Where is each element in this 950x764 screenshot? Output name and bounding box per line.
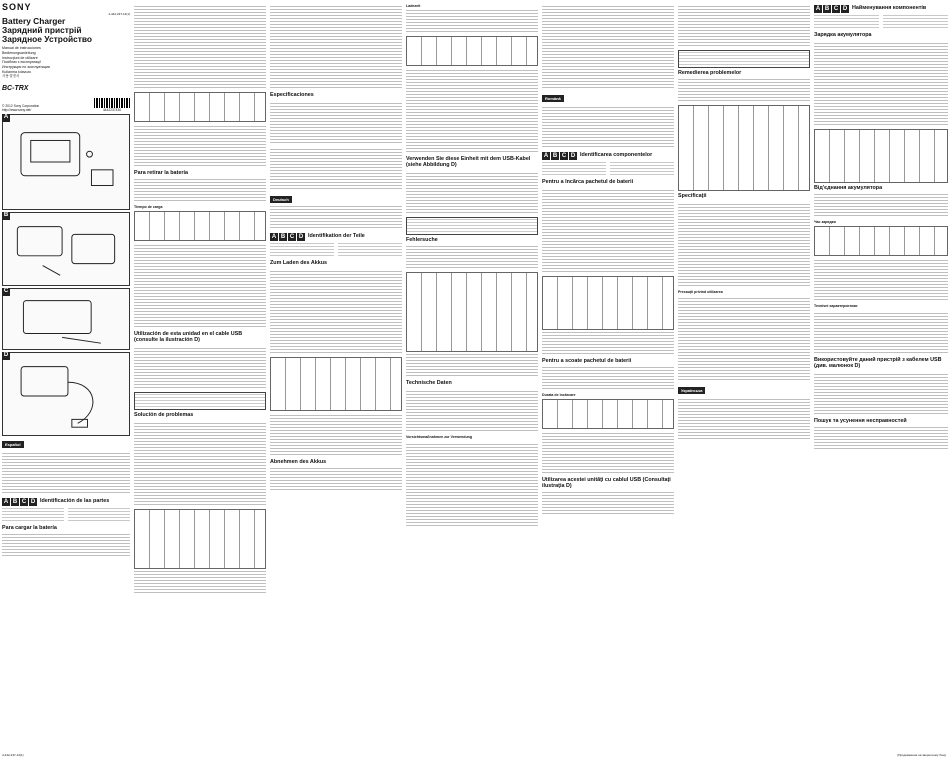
footer-page-mark: 4-442-237-12(1) [2,753,24,758]
barcode-number: 4442237430 [102,107,122,112]
heading-ua-usb: Використовуйте даний пристрій з кабелем USB (див. малюнок D) [814,356,942,369]
figure-a [2,114,130,210]
heading-ro-spec: Specificaţii [678,192,707,199]
heading-de-spec: Technische Daten [406,380,452,387]
heading-de-trouble: Fehlersuche [406,237,438,244]
insert-battery-illustration [3,213,129,285]
charge-status-table [270,357,402,411]
heading-es-trouble: Solución de problemas [134,412,194,419]
note-box [134,392,266,410]
text-block [2,451,130,495]
language-item: Manual de instrucciones [2,46,41,51]
parts-list [814,14,948,30]
text-block [542,492,674,516]
heading-ua-spec: Технічні характеристики [814,304,858,309]
column-4 [406,2,538,760]
column-5 [542,2,674,760]
heading-ua-time: Час зарядки [814,219,836,224]
continued-note: (Продовження на зворотному боці) [897,753,946,758]
charging-time-table [406,36,538,66]
column-6 [678,2,810,760]
text-block [814,258,948,302]
text-block [678,296,810,382]
text-block [678,202,810,288]
language-item: Kullanma kılavuzu [2,69,32,74]
text-block [406,442,538,528]
language-item: 사용설명서 [2,74,20,79]
barcode [94,98,130,112]
parts-list [270,242,402,258]
figure-d [2,352,130,436]
section-band-ua: Українська [678,387,705,394]
text-block [270,4,402,90]
text-block [406,389,538,433]
text-block [542,431,674,475]
text-block [678,79,810,103]
parts-heading-ro: A B C D Identificarea componentelor [543,152,653,159]
sony-logo: SONY [2,2,32,12]
heading-ro-time: Durata de încărcare [542,392,576,397]
text-block [134,346,266,390]
text-block [270,101,402,145]
heading-es-retire: Para retirar la batería [134,170,188,176]
heading-es-charge: Para cargar la batería [2,525,57,531]
text-block [134,243,266,329]
text-block [678,397,810,441]
text-block [134,179,266,203]
charger-parts-illustration [3,115,129,209]
barcode-bars [94,98,130,108]
copyright-row [2,98,130,112]
text-block [814,311,948,355]
text-block [134,571,266,595]
troubleshooting-table [134,509,266,569]
heading-es-spec: Especificaciones [270,92,314,98]
title-line-2: Зарядний пристрій [2,24,82,35]
note-box [678,50,810,68]
text-block [542,367,674,391]
parts-heading-es: A B C D Identificación de las partes [3,498,110,505]
heading-es-time: Tiempo de carga [134,204,163,209]
text-block [542,188,674,274]
charge-status-table [134,92,266,122]
heading-ua-charge: Зарядка акумулятора [814,32,872,38]
heading-ro-remove: Pentru a scoate pachetul de baterii [542,357,632,364]
text-block [406,246,538,270]
note-box [406,217,538,235]
charge-status-table [814,129,948,183]
charging-time-table [542,399,674,429]
language-item: Bedienungsanleitung [2,51,36,56]
text-block [270,147,402,191]
charging-time-table [814,226,948,256]
heading-ua-remove: Від'єднання акумулятора [814,184,883,191]
text-block [270,413,402,457]
heading-de-time: Ladezeit [406,4,421,8]
figure-b [2,212,130,286]
text-block [406,354,538,378]
text-block [678,4,810,48]
language-item: Instrucţiuni de utilizare [2,55,38,60]
text-block [406,171,538,215]
heading-de-usb: Verwenden Sie diese Einheit mit dem USB-Kabel (siehe Abbildung D) [406,156,531,169]
section-band-ro: Română [542,95,564,102]
text-block [270,206,402,230]
charging-time-table [134,211,266,241]
text-block [814,194,948,218]
text-block [134,124,266,168]
figure-label: B [3,212,9,218]
text-block [542,332,674,356]
heading-ro-charge: Pentru a încărca pachetul de baterii [542,179,634,185]
troubleshooting-table [678,105,810,191]
column-7 [814,2,948,760]
part-number: 4-442-237-12(1) [108,12,130,17]
language-item: Посібник з експлуатації [2,60,42,65]
parts-list [542,161,674,177]
language-item: Инструкция по эксплуатации [2,65,50,70]
section-band-de: Deutsch [270,196,292,203]
charge-status-table [542,276,674,330]
text-block [814,372,948,416]
text-block [406,68,538,154]
column-3 [270,2,402,760]
text-block [542,105,674,149]
text-block [270,269,402,355]
title-line-1: Battery Charger [2,16,66,26]
figure-label: A [3,114,9,120]
heading-de-remove: Abnehmen des Akkus [270,458,327,465]
heading-de-care: Vorsichtsmaßnahmen zur Verwendung [406,435,473,440]
heading-de-charge: Zum Laden des Akkus [270,259,328,266]
model-number: BC-TRX [2,85,29,93]
text-block [542,4,674,90]
figure-label: C [3,288,9,294]
heading-ro-trouble: Remedierea problemelor [678,70,742,76]
heading-ua-trouble: Пошук та усунення несправностей [814,417,907,424]
heading-ro-usb: Utilizarea acestei unităţi cu cablul USB (Consultaţi ilustraţia D) [542,477,671,490]
text-block [134,4,266,90]
website-url: http://www.sony.net/ [2,107,32,112]
text-block [134,421,266,507]
parts-list [2,507,130,523]
usb-cable-illustration [3,353,129,435]
copyright: © 2012 Sony Corporation [2,103,40,108]
figure-label: D [3,352,9,358]
parts-heading-ua: A B C D Найменування компонентів [815,5,927,12]
language-list [2,46,130,79]
troubleshooting-table [406,272,538,352]
figure-c [2,288,130,350]
remove-battery-illustration [3,289,129,349]
text-block [2,534,130,558]
heading-es-usb: Utilización de esta unidad en el cable USB (consulte la ilustración D) [134,331,243,344]
column-1 [2,2,130,760]
text-block [406,10,538,34]
title-line-3: Зарядное Устройство [2,33,93,44]
text-block [270,468,402,492]
section-band-es: Español [2,441,24,448]
column-2 [134,2,266,760]
text-block [814,41,948,127]
heading-ro-care: Precauţii privind utilizarea [678,289,723,294]
text-block [814,427,948,451]
parts-heading-de: A B C D Identifikation der Teile [271,232,365,240]
